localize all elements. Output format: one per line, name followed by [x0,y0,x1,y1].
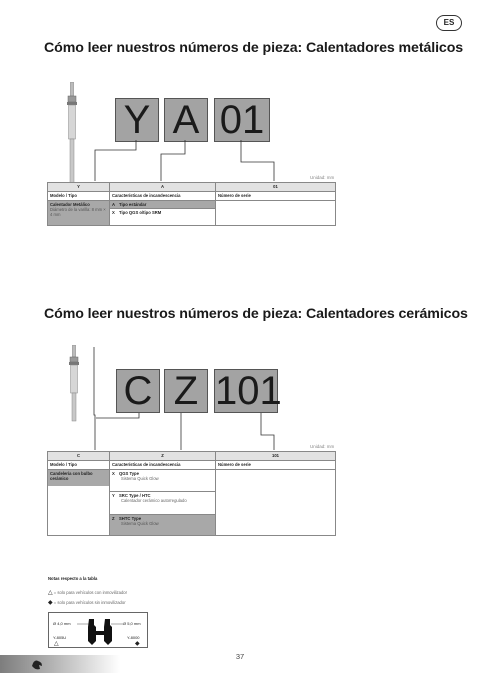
model-cell [48,470,110,536]
serial-cell [216,470,336,536]
table-code-cell: A [110,183,216,192]
table-code-cell: Z [110,452,216,461]
model-cell [48,201,110,226]
table-header-cell: Características de incandescencia [110,192,216,201]
table-header-row [48,461,336,470]
feature-item [110,515,215,535]
table-header-cell: Características de incandescencia [110,461,216,470]
table-header-cell: Modelo / Tipo [48,192,110,201]
triangle-icon: △ [54,641,59,647]
serial-cell [216,201,336,226]
metal-spec-table [47,182,336,226]
note-item [48,589,127,596]
ceramic-code-model: C [116,369,160,413]
metal-code-glow: A [164,98,208,142]
table-body-row [48,201,336,226]
diamond-icon: ◆ [48,600,53,606]
feature-item [110,209,215,216]
table-code-cell: 01 [216,183,336,192]
diamond-icon: ◆ [135,641,140,647]
table-code-row [48,183,336,192]
table-body-row [48,470,336,536]
right-diameter-label: Ø 5,0 mm [123,621,141,626]
features-cell [110,201,216,226]
table-notes [48,576,127,606]
ceramic-spec-table [47,451,336,536]
feature-name: Tipo QGS o/tipo SRM [119,210,162,215]
note-item [48,599,127,606]
table-code-cell: C [48,452,110,461]
ceramic-code-glow: Z [164,369,208,413]
ceramic-code-serial: 101 [215,369,282,413]
table-header-cell: Número de serie [216,192,336,201]
metal-code-serial: 01 [214,98,270,142]
table-code-cell: Y [48,183,110,192]
feature-description: Sistema Quick Glow [121,521,159,526]
page-number: 37 [235,652,245,661]
language-badge: ES [436,15,462,31]
feature-code: Z [112,516,115,521]
right-part-code: Y-8000 [127,635,140,640]
model-name: Calentador Metálico [50,202,90,207]
table-header-row [48,192,336,201]
triangle-icon: △ [48,590,53,596]
tip-diagram-box [48,612,148,648]
feature-name: SHTC Type [119,516,142,521]
feature-code: X [112,210,115,215]
table-header-cell: Número de serie [216,461,336,470]
left-diameter-label: Ø 4,0 mm [53,621,71,626]
ceramic-section-title: Cómo leer nuestros números de pieza: Calentadores cerámicos [44,306,468,322]
ceramic-unit-label: Unidad: mm [310,444,335,449]
table-header-cell: Modelo / Tipo [48,461,110,470]
left-part-code: Y-805U [53,635,67,640]
feature-description: Sistema Quick Glow [121,476,159,481]
table-code-row [48,452,336,461]
note-text: = solo para vehículos sin inmovilizador [53,600,126,605]
ceramic-glow-plug-illustration [64,345,84,425]
feature-name: Tipo estándar [119,202,147,207]
feature-code: X [112,471,115,476]
feature-name: SRC Type / HTC [119,493,151,498]
feature-item [110,201,215,209]
feature-item [110,492,215,515]
feature-description: Calentador cerámico autorregulado [121,498,187,503]
table-code-cell: 101 [216,452,336,461]
feature-name: QGS Type [119,471,139,476]
model-name: Candelería con bulbo cerámico [48,470,109,486]
metal-code-model: Y [115,98,159,142]
note-text: = solo para vehículos con inmovilizador [53,590,128,595]
metal-section-title: Cómo leer nuestros números de pieza: Calentadores metálicos [44,40,464,56]
feature-item [110,470,215,492]
feature-code: A [112,202,116,207]
notes-title: Notas respecto a la tabla [48,576,98,581]
features-cell [110,470,216,536]
feature-code: Y [112,493,115,498]
plug-tip-comparison-icon [77,615,123,647]
model-description: Diámetro de la varilla: 8 mm × 4 mm [50,207,106,217]
metal-unit-label: Unidad: mm [310,175,335,180]
